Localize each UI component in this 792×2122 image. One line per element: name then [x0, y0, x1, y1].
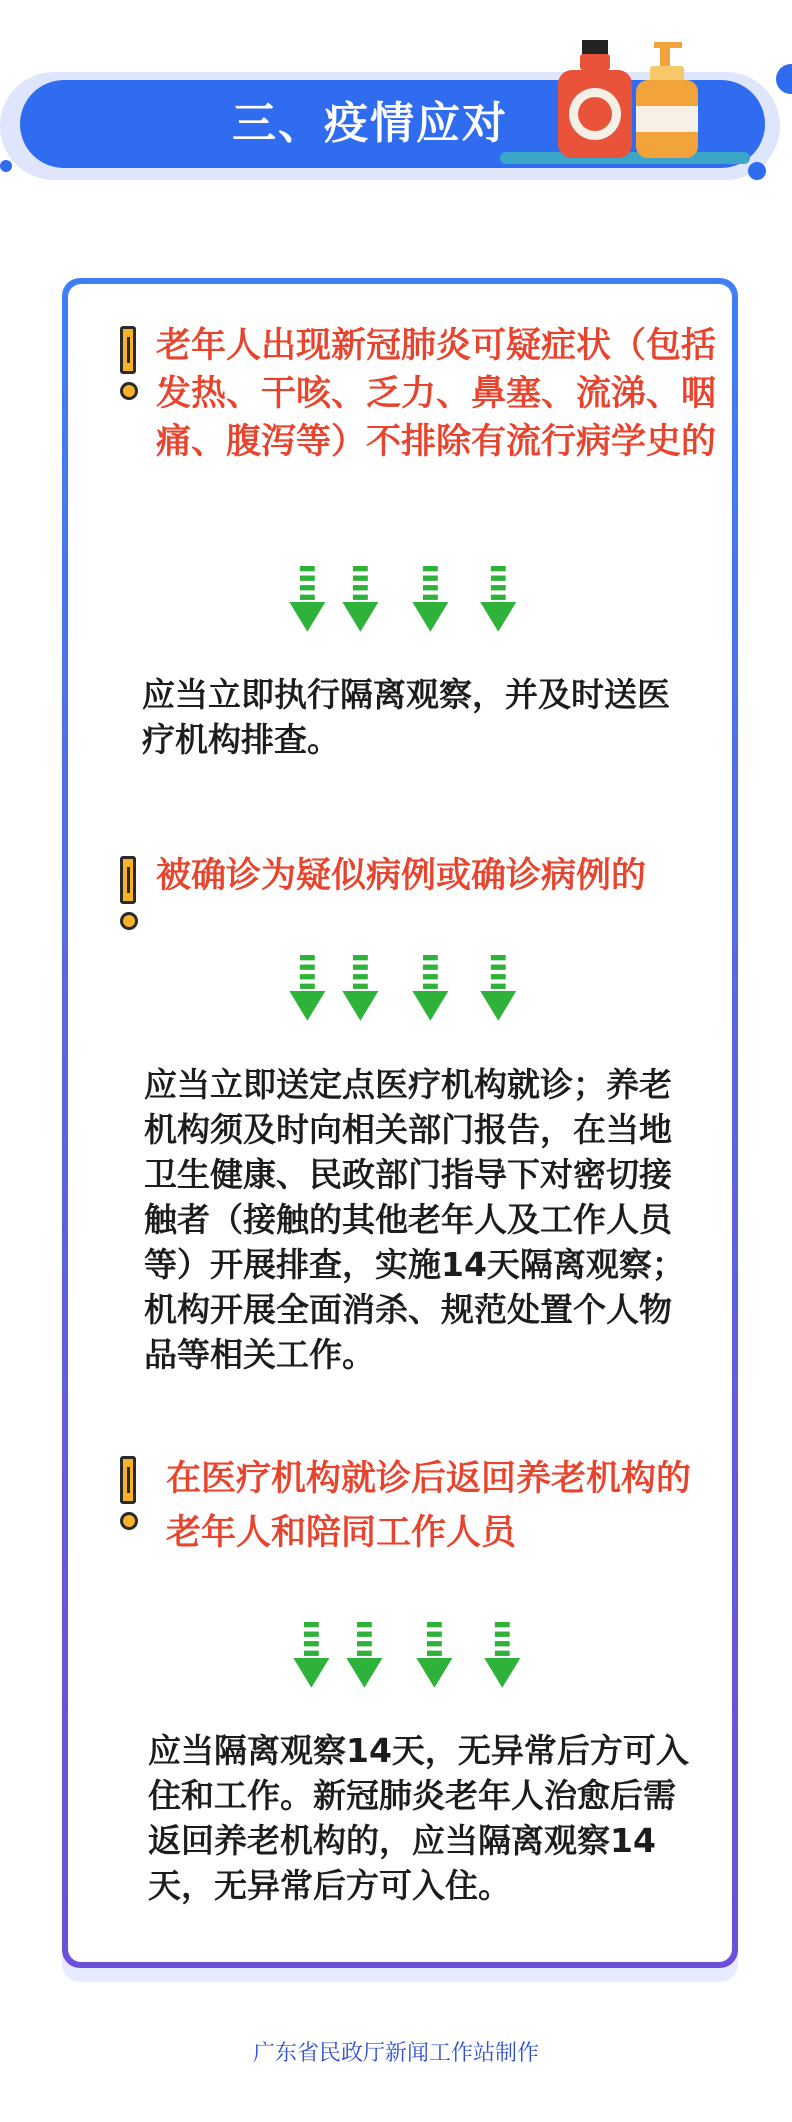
- action-text: 应当立即执行隔离观察，并及时送医疗机构排查。: [142, 675, 670, 759]
- green-dashed-down-arrow-icon: [286, 566, 526, 636]
- footer-credit: 广东省民政厅新闻工作站制作: [252, 2041, 539, 2066]
- section-1: [120, 322, 720, 522]
- action-text: 应当隔离观察14天，无异常后方可入住和工作。新冠肺炎老年人治愈后需返回养老机构的，应当隔离观察14天，无异常后方可入住。: [148, 1731, 689, 1905]
- decor-dot: [0, 160, 12, 172]
- condition-text: 被确诊为疑似病例或确诊病例的: [156, 856, 647, 896]
- exclamation-warning-icon: [120, 856, 140, 934]
- green-dashed-down-arrow-icon: [290, 1622, 530, 1692]
- section-2: [120, 852, 720, 942]
- action-text: 应当立即送定点医疗机构就诊；养老机构须及时向相关部门报告，在当地卫生健康、民政部门指导下对密切接触者（接触的其他老年人及工作人员等）开展排查，实施14天隔离观察；机构开展全面消杀、规范处置个人物品等相关工作。: [144, 1065, 685, 1374]
- decor-dot: [776, 64, 792, 94]
- section-3: [120, 1452, 720, 1562]
- decor-dot: [748, 162, 766, 180]
- condition-text: 在医疗机构就诊后返回养老机构的老年人和陪同工作人员: [166, 1459, 692, 1553]
- condition-text: 老年人出现新冠肺炎可疑症状（包括发热、干咳、乏力、鼻塞、流涕、咽痛、腹泻等）不排除有流行病学史的: [156, 326, 717, 462]
- exclamation-warning-icon: [120, 326, 140, 404]
- exclamation-warning-icon: [120, 1456, 140, 1534]
- green-dashed-down-arrow-icon: [286, 955, 526, 1025]
- sanitizer-bottles-icon: [544, 36, 714, 162]
- page-title: 三、疫情应对: [232, 98, 508, 149]
